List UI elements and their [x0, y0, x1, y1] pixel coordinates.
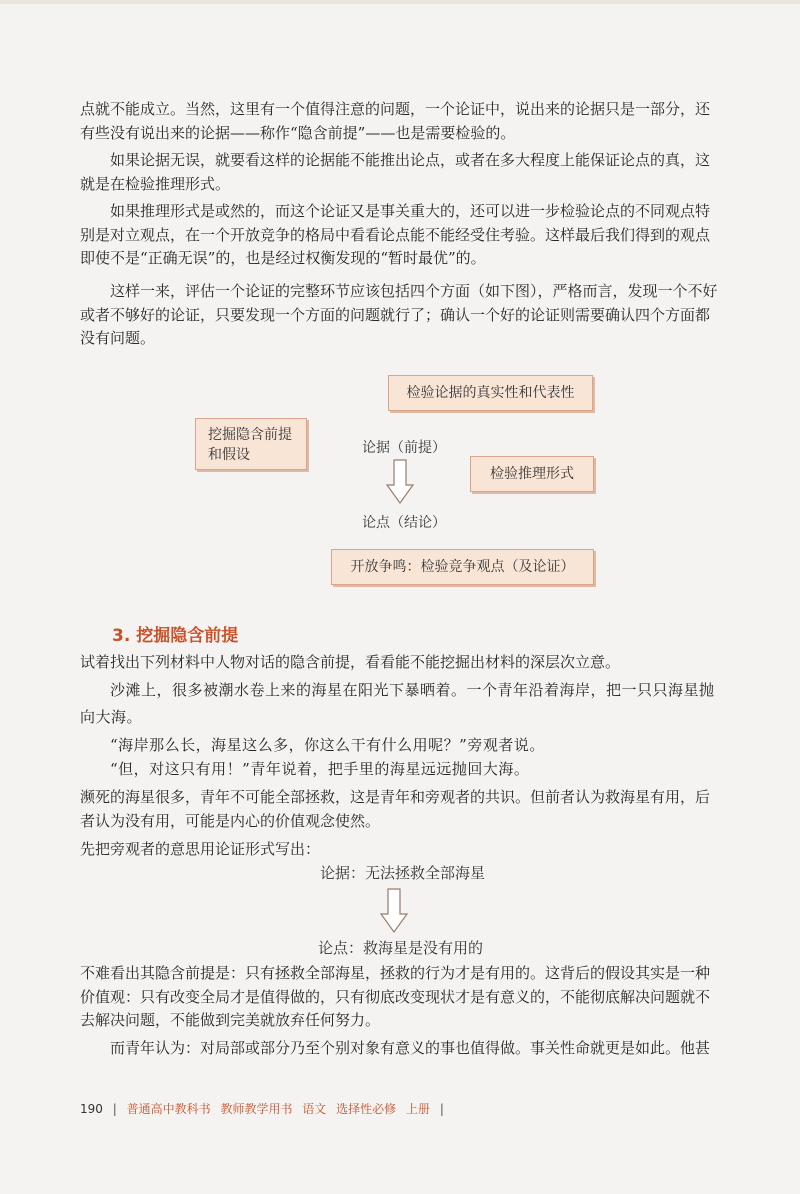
book-series: 普通高中教科书 [126, 1102, 211, 1116]
argument-premise: 论据：无法拯救全部海星 [320, 864, 486, 882]
story-paragraph: “但，对这只有用！”青年说着，把手里的海星远远抛回大海。 [110, 760, 530, 778]
section-intro: 试着找出下列材料中人物对话的隐含前提，看看能不能挖掘出材料的深层次立意。 [80, 653, 621, 671]
book-volume: 选择性必修 [336, 1102, 397, 1116]
story-paragraph: “海岸那么长，海星这么多，你这么干有什么用呢？”旁观者说。 [110, 736, 545, 754]
argument-conclusion: 论点：救海星是没有用的 [318, 939, 484, 957]
verify-evidence-box: 检验论据的真实性和代表性 [388, 375, 593, 411]
open-debate-box: 开放争鸣：检验竞争观点（及论证） [331, 549, 594, 585]
story-paragraph: 沙滩上，很多被潮水卷上来的海星在阳光下暴晒着。一个青年沿着海岸，把一只只海星抛向大海。 [80, 681, 715, 726]
hidden-premise-line1: 挖掘隐含前提 [208, 427, 292, 443]
paragraph: 濒死的海星很多，青年不可能全部拯救，这是青年和旁观者的共识。但前者认为救海星有用，后者认为没有用，可能是内心的价值观念使然。 [80, 788, 711, 830]
paragraph: 如果推理形式是或然的，而这个论证又是事关重大的，还可以进一步检验论点的不同观点特别是对立观点，在一个开放竞争的格局中看看论点能不能经受住考验。这样最后我们得到的观点即使不是“正确无误”的，也是经过权衡发现的“暂时最优”的。 [80, 202, 711, 267]
paragraph: 点就不能成立。当然，这里有一个值得注意的问题，一个论证中，说出来的论据只是一部分，还有些没有说出来的论据——称作“隐含前提”——也是需要检验的。 [80, 100, 711, 142]
verify-reasoning-box: 检验推理形式 [470, 456, 594, 492]
paragraph: 先把旁观者的意思用论证形式写出： [80, 840, 321, 858]
book-subject: 语文 [302, 1102, 327, 1116]
divider: | [112, 1102, 117, 1116]
premise-label: 论据（前提） [362, 440, 446, 456]
section-heading: 3. 挖掘隐含前提 [112, 626, 239, 646]
hidden-premise-box [195, 418, 307, 470]
divider: | [439, 1102, 444, 1116]
down-arrow-icon [386, 459, 414, 505]
page-footer [80, 1100, 450, 1117]
paragraph: 如果论据无误，就要看这样的论据能不能推出论点，或者在多大程度上能保证论点的真，这就是在检验推理形式。 [80, 151, 711, 193]
paragraph: 而青年认为：对局部或部分乃至个别对象有意义的事也值得做。事关性命就更是如此。他甚 [110, 1039, 711, 1057]
book-usage: 教师教学用书 [220, 1102, 293, 1116]
conclusion-label: 论点（结论） [362, 515, 446, 531]
down-arrow-icon [379, 888, 409, 934]
paragraph: 这样一来，评估一个论证的完整环节应该包括四个方面（如下图），严格而言，发现一个不好或者不够好的论证，只要发现一个方面的问题就行了；确认一个好的论证则需要确认四个方面都没有问题。 [80, 282, 718, 347]
page-number: 190 [80, 1102, 103, 1116]
top-edge [0, 0, 800, 4]
book-part: 上册 [405, 1102, 430, 1116]
paragraph: 不难看出其隐含前提是：只有拯救全部海星，拯救的行为才是有用的。这背后的假设其实是一种价值观：只有改变全局才是值得做的，只有彻底改变现状才是有意义的，不能彻底解决问题就不去解决问题，不能做到完美就放弃任何努力。 [80, 964, 711, 1029]
hidden-premise-line2: 和假设 [208, 447, 250, 463]
